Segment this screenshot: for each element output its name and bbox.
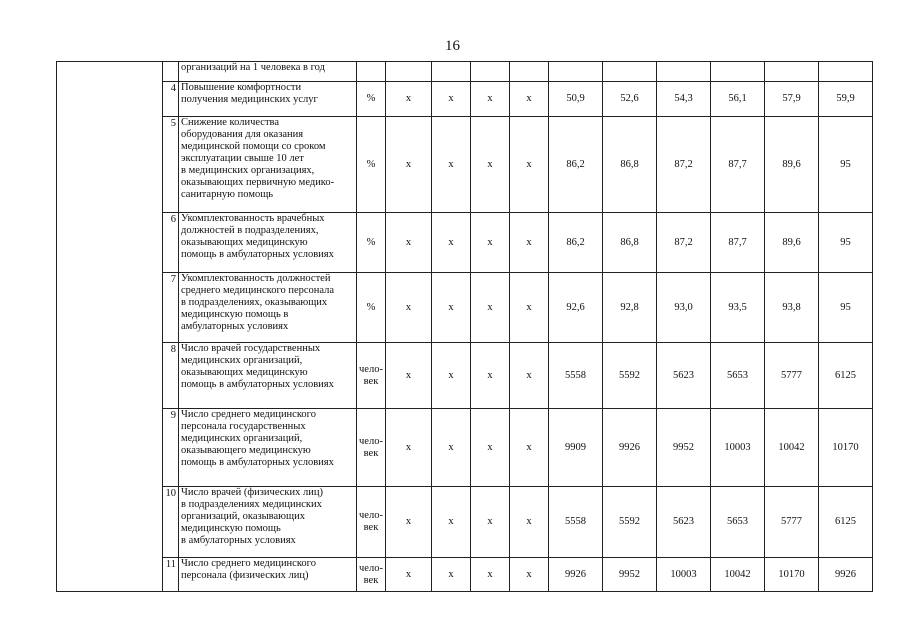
value-cell: x bbox=[432, 409, 471, 487]
unit-cell: % bbox=[357, 82, 386, 117]
row-number: 11 bbox=[163, 558, 179, 592]
value-cell: 5777 bbox=[765, 487, 819, 558]
value-cell: 9909 bbox=[549, 409, 603, 487]
value-cell: x bbox=[510, 82, 549, 117]
value-cell: 9926 bbox=[603, 409, 657, 487]
value-cell: 59,9 bbox=[819, 82, 873, 117]
value-cell: 9952 bbox=[657, 409, 711, 487]
value-cell: 9926 bbox=[819, 558, 873, 592]
value-cell: x bbox=[471, 558, 510, 592]
value-cell: 57,9 bbox=[765, 82, 819, 117]
value-cell: x bbox=[386, 273, 432, 343]
indicator-name: организаций на 1 человека в год bbox=[179, 62, 357, 82]
value-cell: 6125 bbox=[819, 343, 873, 409]
value-cell: 92,8 bbox=[603, 273, 657, 343]
row-number: 7 bbox=[163, 273, 179, 343]
value-cell: x bbox=[432, 117, 471, 213]
indicator-name: Укомплектованность должностей среднего медицинского персонала в подразделениях, оказывающих медицинскую помощь в амбулаторных условиях bbox=[179, 273, 357, 343]
indicator-name: Повышение комфортности получения медицинских услуг bbox=[179, 82, 357, 117]
indicator-name: Число среднего медицинского персонала (физических лиц) bbox=[179, 558, 357, 592]
value-cell: 6125 bbox=[819, 487, 873, 558]
value-cell: 10003 bbox=[657, 558, 711, 592]
value-cell: 50,9 bbox=[549, 82, 603, 117]
value-cell: x bbox=[386, 82, 432, 117]
value-cell: 10042 bbox=[765, 409, 819, 487]
value-cell: x bbox=[386, 409, 432, 487]
value-cell: x bbox=[471, 487, 510, 558]
unit-cell bbox=[357, 62, 386, 82]
value-cell: x bbox=[432, 558, 471, 592]
table-row bbox=[57, 343, 873, 409]
table-row bbox=[57, 487, 873, 558]
value-cell: x bbox=[432, 82, 471, 117]
indicator-name: Снижение количества оборудования для оказания медицинской помощи со сроком эксплуатации свыше 10 лет в медицинских организациях, оказывающих первичную медико- санитарную помощь bbox=[179, 117, 357, 213]
value-cell bbox=[765, 62, 819, 82]
value-cell: 86,2 bbox=[549, 117, 603, 213]
value-cell: 5592 bbox=[603, 343, 657, 409]
value-cell: x bbox=[386, 343, 432, 409]
table-row bbox=[57, 213, 873, 273]
value-cell: x bbox=[510, 343, 549, 409]
indicator-name: Число врачей государственных медицинских организаций, оказывающих медицинскую помощь в амбулаторных условиях bbox=[179, 343, 357, 409]
value-cell: 10003 bbox=[711, 409, 765, 487]
page-number: 16 bbox=[445, 38, 460, 54]
value-cell: 87,7 bbox=[711, 213, 765, 273]
value-cell: 52,6 bbox=[603, 82, 657, 117]
unit-cell: чело- век bbox=[357, 409, 386, 487]
unit-cell: % bbox=[357, 213, 386, 273]
table-row bbox=[57, 273, 873, 343]
row-number: 10 bbox=[163, 487, 179, 558]
value-cell: 5592 bbox=[603, 487, 657, 558]
value-cell: 5558 bbox=[549, 487, 603, 558]
value-cell: x bbox=[386, 487, 432, 558]
value-cell: 5558 bbox=[549, 343, 603, 409]
value-cell: x bbox=[510, 487, 549, 558]
unit-cell: чело- век bbox=[357, 343, 386, 409]
table-row bbox=[57, 409, 873, 487]
value-cell: x bbox=[471, 213, 510, 273]
value-cell: x bbox=[432, 487, 471, 558]
row-number: 8 bbox=[163, 343, 179, 409]
value-cell: x bbox=[471, 409, 510, 487]
value-cell: 5777 bbox=[765, 343, 819, 409]
table-row bbox=[57, 82, 873, 117]
unit-cell: чело- век bbox=[357, 487, 386, 558]
value-cell: 5623 bbox=[657, 343, 711, 409]
value-cell: x bbox=[432, 273, 471, 343]
value-cell: 93,8 bbox=[765, 273, 819, 343]
value-cell: 5623 bbox=[657, 487, 711, 558]
unit-cell: % bbox=[357, 117, 386, 213]
value-cell: 89,6 bbox=[765, 117, 819, 213]
value-cell: x bbox=[510, 409, 549, 487]
row-number bbox=[163, 62, 179, 82]
value-cell: x bbox=[471, 343, 510, 409]
value-cell: 87,2 bbox=[657, 117, 711, 213]
value-cell: 9952 bbox=[603, 558, 657, 592]
value-cell: x bbox=[471, 117, 510, 213]
value-cell: x bbox=[386, 117, 432, 213]
value-cell: 86,8 bbox=[603, 117, 657, 213]
unit-cell: чело- век bbox=[357, 558, 386, 592]
value-cell: 10042 bbox=[711, 558, 765, 592]
empty-left-column bbox=[57, 62, 163, 592]
table-row bbox=[57, 117, 873, 213]
value-cell: 95 bbox=[819, 273, 873, 343]
value-cell: 89,6 bbox=[765, 213, 819, 273]
table-row bbox=[57, 558, 873, 592]
value-cell: x bbox=[432, 343, 471, 409]
value-cell: 93,0 bbox=[657, 273, 711, 343]
value-cell: x bbox=[510, 213, 549, 273]
value-cell: x bbox=[471, 273, 510, 343]
value-cell: 95 bbox=[819, 213, 873, 273]
value-cell bbox=[603, 62, 657, 82]
value-cell: x bbox=[386, 558, 432, 592]
value-cell: 87,7 bbox=[711, 117, 765, 213]
value-cell bbox=[432, 62, 471, 82]
value-cell: x bbox=[510, 117, 549, 213]
value-cell: 5653 bbox=[711, 487, 765, 558]
value-cell: x bbox=[432, 213, 471, 273]
indicator-name: Число врачей (физических лиц) в подразделениях медицинских организаций, оказывающих медицинскую помощь в амбулаторных условиях bbox=[179, 487, 357, 558]
value-cell: 95 bbox=[819, 117, 873, 213]
value-cell: 54,3 bbox=[657, 82, 711, 117]
value-cell: x bbox=[386, 213, 432, 273]
value-cell: x bbox=[510, 273, 549, 343]
indicator-name: Число среднего медицинского персонала государственных медицинских организаций, оказывающего медицинскую помощь в амбулаторных условиях bbox=[179, 409, 357, 487]
value-cell: 87,2 bbox=[657, 213, 711, 273]
value-cell: 10170 bbox=[765, 558, 819, 592]
value-cell bbox=[471, 62, 510, 82]
indicator-name: Укомплектованность врачебных должностей в подразделениях, оказывающих медицинскую помощь в амбулаторных условиях bbox=[179, 213, 357, 273]
value-cell bbox=[549, 62, 603, 82]
indicators-table bbox=[56, 61, 873, 592]
value-cell: 5653 bbox=[711, 343, 765, 409]
row-number: 9 bbox=[163, 409, 179, 487]
row-number: 4 bbox=[163, 82, 179, 117]
value-cell: 93,5 bbox=[711, 273, 765, 343]
value-cell: 10170 bbox=[819, 409, 873, 487]
table-row bbox=[57, 62, 873, 82]
value-cell bbox=[386, 62, 432, 82]
value-cell: x bbox=[471, 82, 510, 117]
value-cell: 9926 bbox=[549, 558, 603, 592]
value-cell: 92,6 bbox=[549, 273, 603, 343]
value-cell bbox=[819, 62, 873, 82]
value-cell: 86,2 bbox=[549, 213, 603, 273]
unit-cell: % bbox=[357, 273, 386, 343]
row-number: 6 bbox=[163, 213, 179, 273]
value-cell: 56,1 bbox=[711, 82, 765, 117]
value-cell: 86,8 bbox=[603, 213, 657, 273]
value-cell: x bbox=[510, 558, 549, 592]
value-cell bbox=[711, 62, 765, 82]
value-cell bbox=[657, 62, 711, 82]
value-cell bbox=[510, 62, 549, 82]
row-number: 5 bbox=[163, 117, 179, 213]
